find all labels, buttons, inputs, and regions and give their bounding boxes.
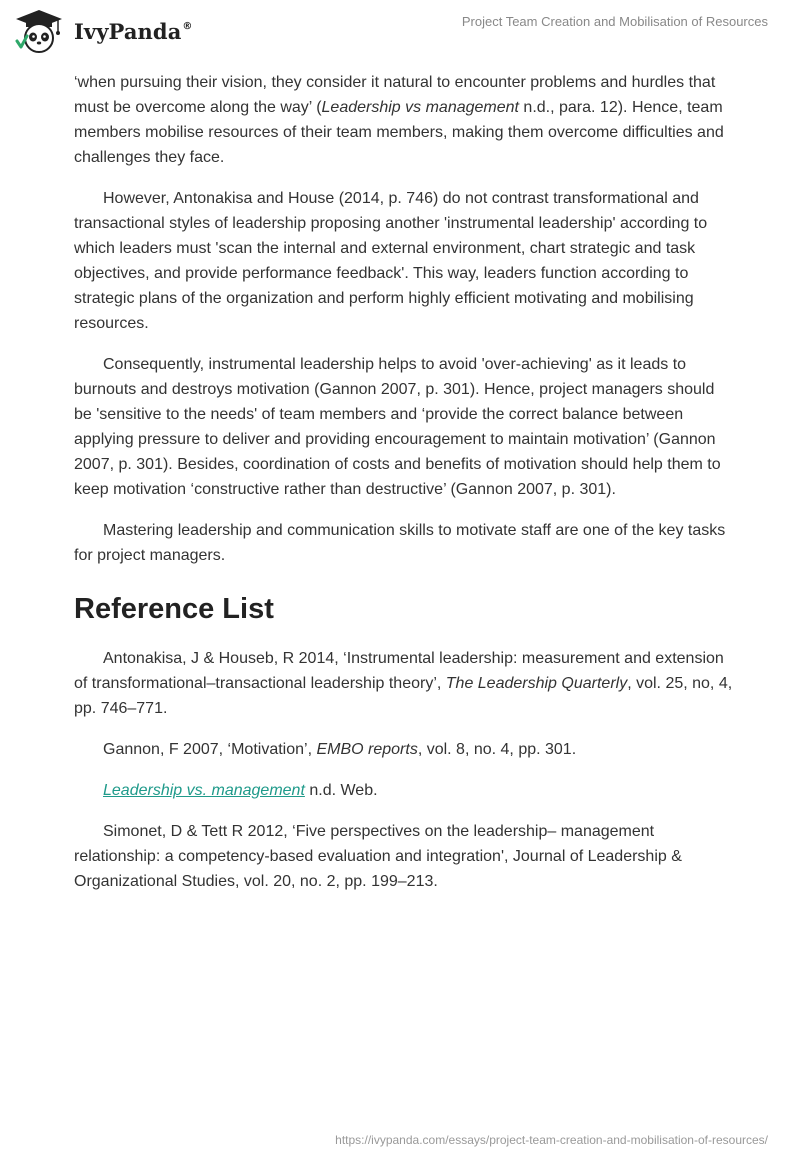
reference-list-heading: Reference List	[74, 593, 274, 625]
reference-item-simonet: Simonet, D & Tett R 2012, ‘Five perspectives on the leadership– management relationship: a competency-based evaluation and integration', Journal of Leadership & Organizational Studies, vol. 20, no. 2, pp. 199–213.	[74, 823, 682, 890]
paragraph-2: However, Antonakisa and House (2014, p. 746) do not contrast transformational and transactional styles of leadership proposing another 'instrumental leadership' according to which leaders must 'scan the internal and external environment, chart strategic and task objectives, and provide performance feedback'. This way, leaders function according to strategic plans of the organization and perform highly efficient motivating and mobilising resources.	[74, 190, 708, 332]
panda-graduate-icon	[14, 8, 64, 54]
page-header	[0, 0, 800, 60]
paragraph-4: Mastering leadership and communication skills to motivate staff are one of the key tasks for project managers.	[74, 522, 726, 564]
reference-item-leadership-vs-management: Leadership vs. management n.d. Web.	[103, 782, 378, 799]
ivypanda-logo[interactable]	[14, 8, 214, 54]
brand-name: IvyPanda®	[74, 18, 193, 44]
document-title: Project Team Creation and Mobilisation of Resources	[461, 14, 768, 29]
leadership-vs-management-link[interactable]: Leadership vs. management	[103, 782, 305, 799]
reference-item-gannon: Gannon, F 2007, ‘Motivation’, EMBO reports, vol. 8, no. 4, pp. 301.	[103, 741, 577, 758]
paragraph-3: Consequently, instrumental leadership helps to avoid 'over-achieving' as it leads to burnouts and destroys motivation (Gannon 2007, p. 301). Hence, project managers should be 'sensitive to the needs' of team members and ‘provide the correct balance between applying pressure to deliver and providing encouragement to maintain motivation’ (Gannon 2007, p. 301). Besides, coordination of costs and benefits of motivation should help them to keep motivation ‘constructive rather than destructive’ (Gannon 2007, p. 301).	[74, 356, 721, 498]
essay-body	[74, 70, 734, 910]
source-url: https://ivypanda.com/essays/project-team-creation-and-mobilisation-of-resources/	[335, 1133, 768, 1147]
reference-item-antonakisa: Antonakisa, J & Houseb, R 2014, ‘Instrumental leadership: measurement and extension of transformational–transactional leadership theory’, The Leadership Quarterly, vol. 25, no, 4, pp. 746–771.	[74, 650, 733, 717]
paragraph-1: ‘when pursuing their vision, they consider it natural to encounter problems and hurdles that must be overcome along the way’ (Leadership vs management n.d., para. 12). Hence, team members mobilise resources of their team members, making them overcome difficulties and challenges they face.	[74, 74, 724, 166]
